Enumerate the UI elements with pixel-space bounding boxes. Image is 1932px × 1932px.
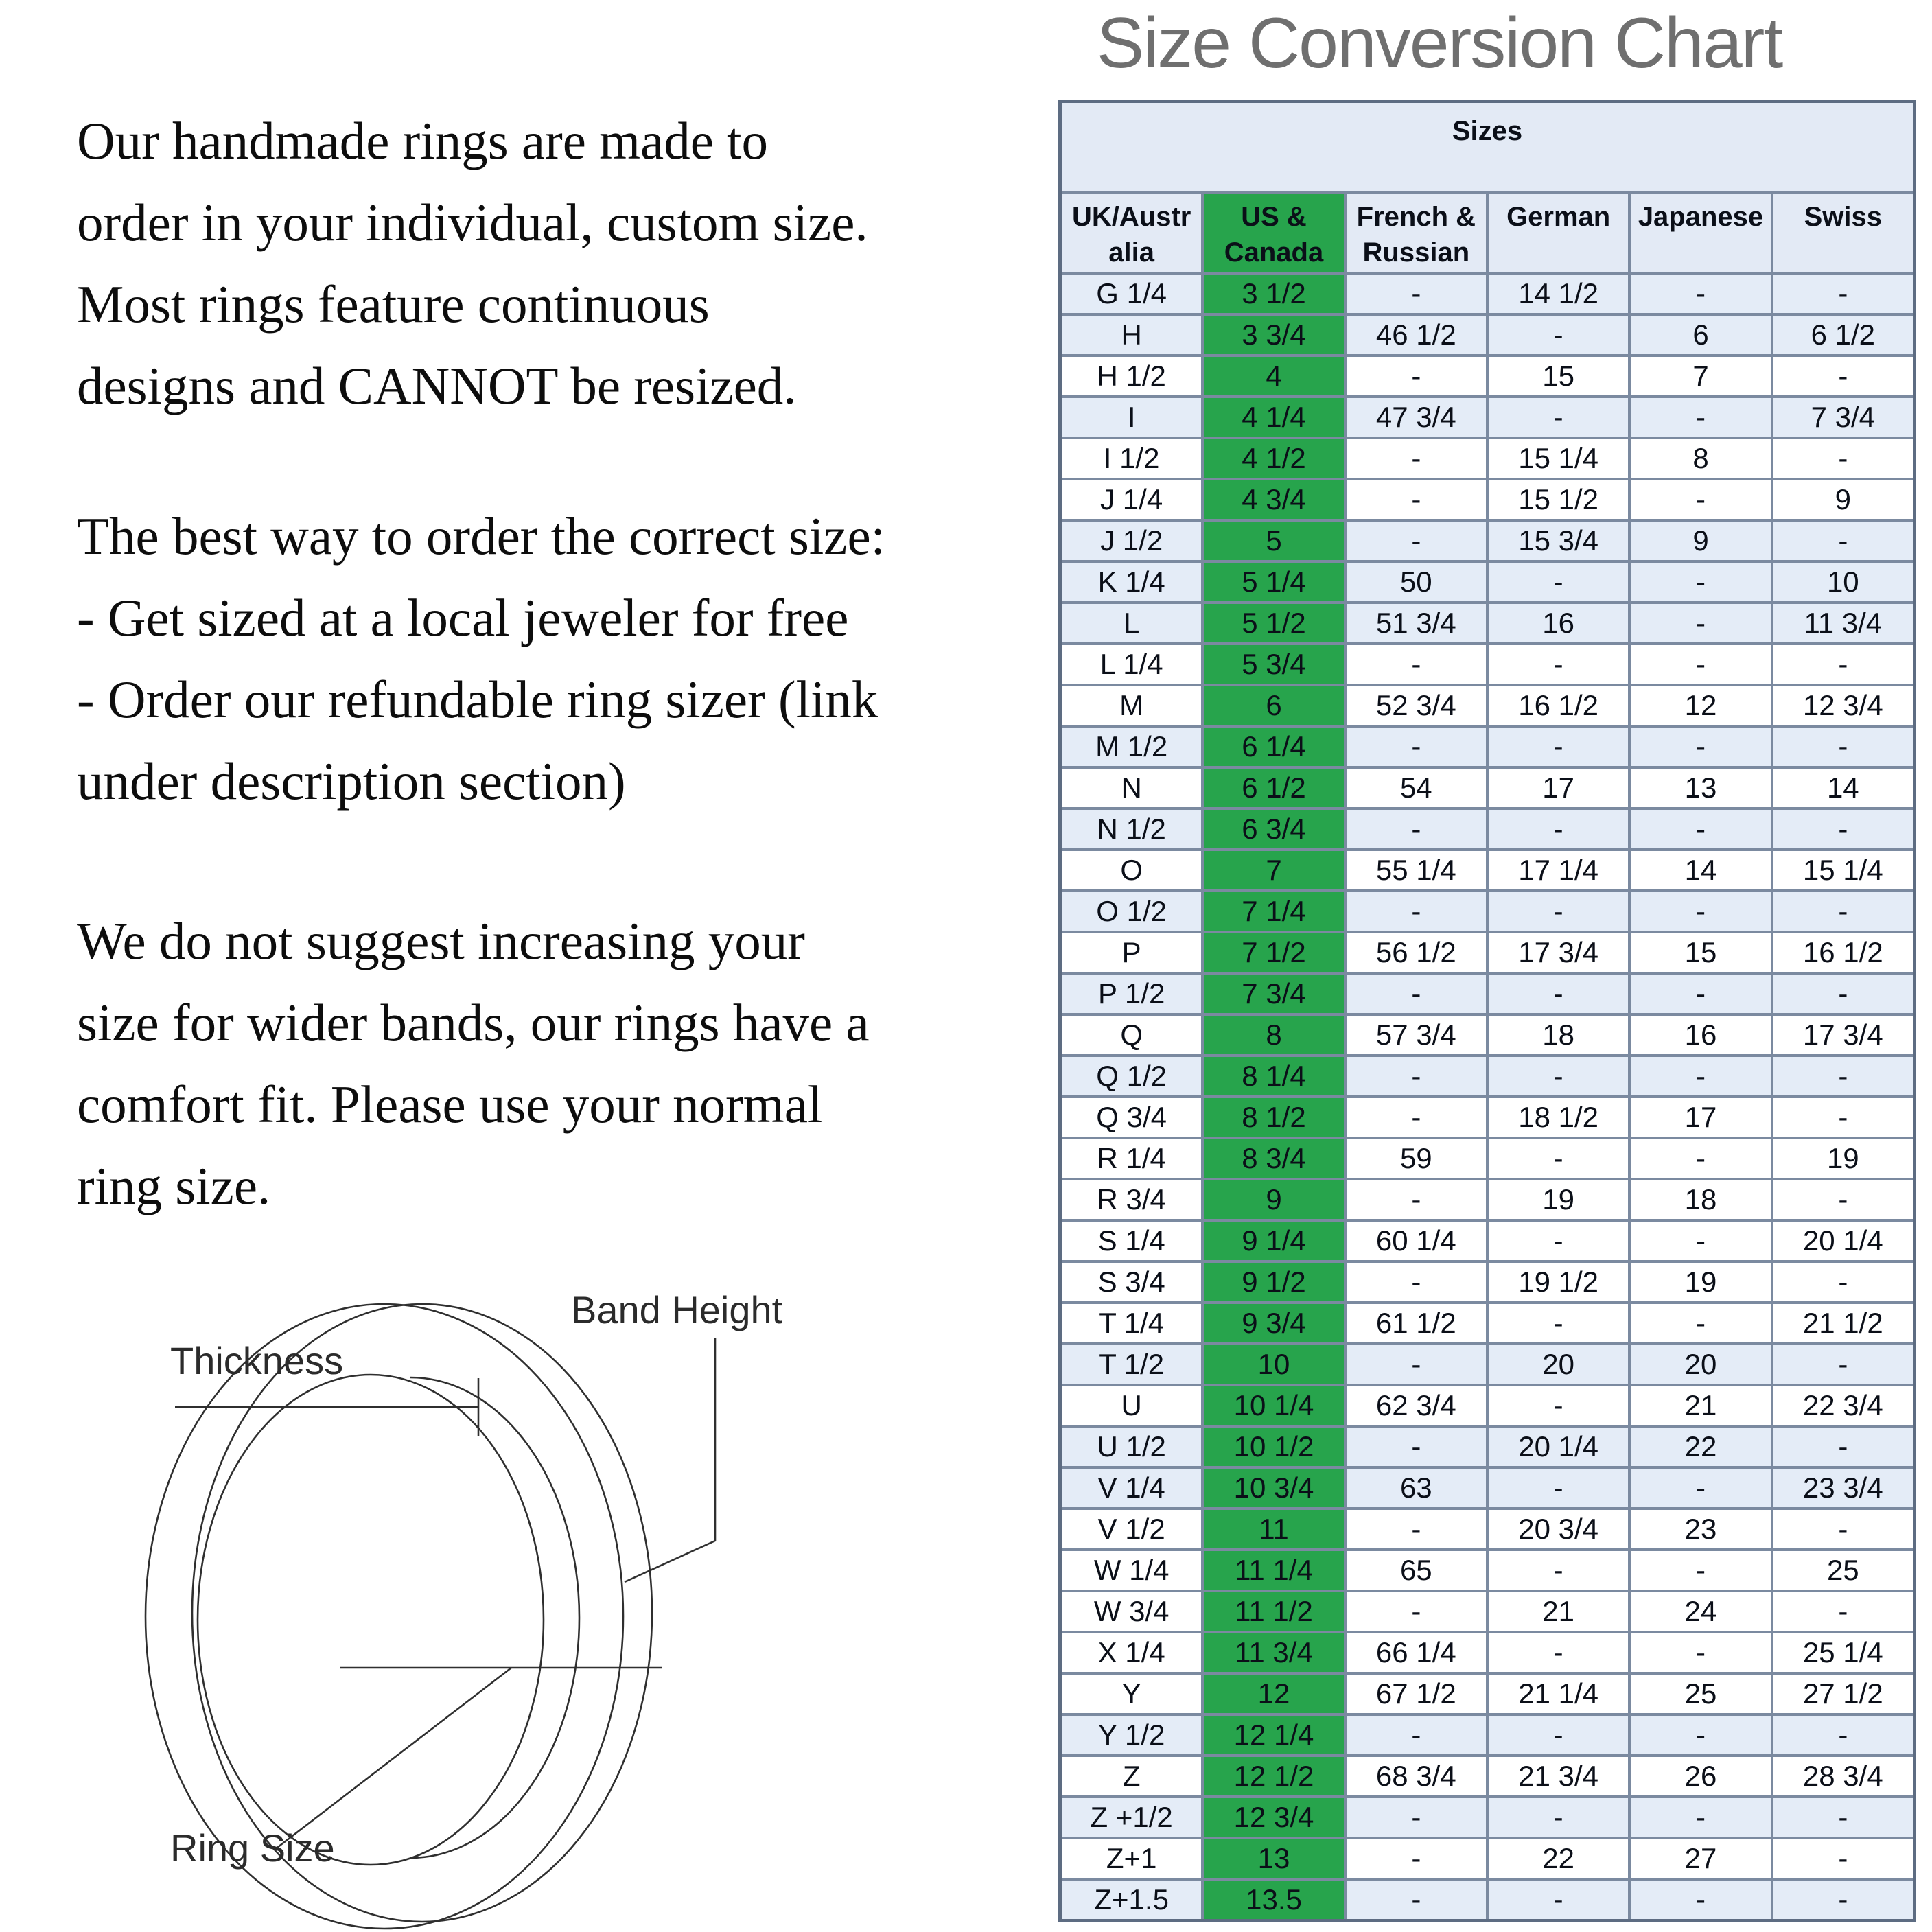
size-cell: -	[1631, 892, 1770, 931]
size-cell: 20	[1631, 1345, 1770, 1384]
size-cell: 8 1/2	[1204, 1098, 1343, 1137]
size-cell: 6	[1204, 686, 1343, 725]
size-cell: -	[1773, 645, 1913, 684]
size-cell: 17 3/4	[1773, 1016, 1913, 1054]
size-cell: -	[1347, 480, 1486, 519]
size-cell: 63	[1347, 1469, 1486, 1507]
size-cell: 21	[1631, 1386, 1770, 1425]
size-cell: 12	[1631, 686, 1770, 725]
size-cell: 6 1/2	[1773, 316, 1913, 354]
size-cell: 12	[1204, 1675, 1343, 1713]
size-cell: 20 3/4	[1489, 1510, 1628, 1548]
row-label: T 1/2	[1062, 1345, 1201, 1384]
size-cell: 15 1/4	[1489, 439, 1628, 478]
size-cell: -	[1631, 480, 1770, 519]
size-cell: -	[1631, 1633, 1770, 1672]
size-cell: -	[1489, 645, 1628, 684]
table-caption: Sizes	[1062, 103, 1913, 191]
size-cell: 8 1/4	[1204, 1057, 1343, 1095]
size-cell: 10 1/4	[1204, 1386, 1343, 1425]
size-cell: 9 1/4	[1204, 1222, 1343, 1260]
intro-line: designs and CANNOT be resized.	[77, 356, 797, 415]
size-cell: 56 1/2	[1347, 933, 1486, 972]
column-header-2	[1347, 194, 1486, 272]
size-cell: -	[1489, 398, 1628, 437]
size-cell: 7 3/4	[1204, 975, 1343, 1013]
size-cell: 57 3/4	[1347, 1016, 1486, 1054]
row-label: Q	[1062, 1016, 1201, 1054]
row-label: N 1/2	[1062, 810, 1201, 848]
size-cell: 52 3/4	[1347, 686, 1486, 725]
size-cell: -	[1773, 892, 1913, 931]
row-label: Q 1/2	[1062, 1057, 1201, 1095]
size-cell: 26	[1631, 1757, 1770, 1795]
size-cell: 16	[1631, 1016, 1770, 1054]
row-label: Q 3/4	[1062, 1098, 1201, 1137]
size-cell: 11 3/4	[1773, 604, 1913, 642]
row-label: P	[1062, 933, 1201, 972]
size-cell: -	[1773, 1057, 1913, 1095]
size-cell: 67 1/2	[1347, 1675, 1486, 1713]
size-cell: 11	[1204, 1510, 1343, 1548]
size-cell: 12 3/4	[1204, 1798, 1343, 1837]
size-cell: 6 1/4	[1204, 728, 1343, 766]
size-cell: -	[1631, 563, 1770, 601]
column-header-4	[1631, 194, 1770, 272]
size-cell: -	[1489, 728, 1628, 766]
size-cell: -	[1773, 1180, 1913, 1219]
row-label: L 1/4	[1062, 645, 1201, 684]
size-cell: 19	[1489, 1180, 1628, 1219]
size-cell: 16	[1489, 604, 1628, 642]
size-cell: 4 1/2	[1204, 439, 1343, 478]
column-header-line: UK/Austr	[1071, 202, 1191, 232]
size-cell: 55 1/4	[1347, 851, 1486, 889]
size-cell: 27	[1631, 1839, 1770, 1878]
size-cell: -	[1773, 1798, 1913, 1837]
size-cell: 21 1/4	[1489, 1675, 1628, 1713]
column-header-3	[1489, 194, 1628, 272]
row-label: H	[1062, 316, 1201, 354]
row-label: U	[1062, 1386, 1201, 1425]
size-cell: -	[1347, 1263, 1486, 1301]
intro-paragraph-3	[77, 900, 1093, 1227]
size-cell: 4 3/4	[1204, 480, 1343, 519]
size-cell: 11 3/4	[1204, 1633, 1343, 1672]
row-label: L	[1062, 604, 1201, 642]
size-cell: 11 1/2	[1204, 1592, 1343, 1631]
size-cell: 51 3/4	[1347, 604, 1486, 642]
size-cell: -	[1773, 728, 1913, 766]
size-cell: -	[1347, 1345, 1486, 1384]
size-cell: -	[1631, 728, 1770, 766]
intro-line: size for wider bands, our rings have a	[77, 993, 870, 1052]
column-header-0	[1062, 194, 1201, 272]
intro-line: ring size.	[77, 1156, 271, 1215]
column-header-5	[1773, 194, 1913, 272]
size-cell: 46 1/2	[1347, 316, 1486, 354]
size-cell: 24	[1631, 1592, 1770, 1631]
size-cell: 14	[1773, 769, 1913, 807]
size-cell: -	[1347, 1592, 1486, 1631]
row-label: R 3/4	[1062, 1180, 1201, 1219]
size-cell: 14	[1631, 851, 1770, 889]
row-label: G 1/4	[1062, 275, 1201, 313]
size-cell: 16 1/2	[1489, 686, 1628, 725]
size-cell: -	[1347, 522, 1486, 560]
size-cell: 9	[1204, 1180, 1343, 1219]
size-cell: 21 1/2	[1773, 1304, 1913, 1342]
row-label: O 1/2	[1062, 892, 1201, 931]
intro-line: Our handmade rings are made to	[77, 111, 769, 170]
intro-line: under description section)	[77, 752, 626, 811]
intro-paragraph-2	[77, 496, 1093, 822]
row-label: Z	[1062, 1757, 1201, 1795]
size-cell: -	[1631, 398, 1770, 437]
size-cell: 3 1/2	[1204, 275, 1343, 313]
intro-paragraph-1	[77, 100, 1093, 427]
page-title: Size Conversion Chart	[1096, 3, 1782, 83]
size-cell: -	[1347, 1098, 1486, 1137]
size-cell: 7	[1631, 357, 1770, 395]
intro-line: - Order our refundable ring sizer (link	[77, 670, 878, 729]
size-cell: 6 1/2	[1204, 769, 1343, 807]
row-label: X 1/4	[1062, 1633, 1201, 1672]
size-cell: 17	[1489, 769, 1628, 807]
row-label: J 1/2	[1062, 522, 1201, 560]
size-cell: -	[1347, 728, 1486, 766]
size-cell: -	[1347, 975, 1486, 1013]
row-label: H 1/2	[1062, 357, 1201, 395]
intro-line: order in your individual, custom size.	[77, 193, 868, 252]
size-cell: 61 1/2	[1347, 1304, 1486, 1342]
size-cell: -	[1489, 892, 1628, 931]
size-cell: 17	[1631, 1098, 1770, 1137]
row-label: Z+1.5	[1062, 1881, 1201, 1919]
size-cell: -	[1347, 357, 1486, 395]
size-cell: 9 1/2	[1204, 1263, 1343, 1301]
size-cell: 12 1/2	[1204, 1757, 1343, 1795]
size-cell: -	[1773, 1428, 1913, 1466]
size-cell: 15	[1631, 933, 1770, 972]
row-label: K 1/4	[1062, 563, 1201, 601]
size-cell: 21	[1489, 1592, 1628, 1631]
size-cell: 68 3/4	[1347, 1757, 1486, 1795]
size-cell: 8	[1204, 1016, 1343, 1054]
row-label: W 3/4	[1062, 1592, 1201, 1631]
size-cell: 60 1/4	[1347, 1222, 1486, 1260]
size-cell: -	[1347, 1428, 1486, 1466]
row-label: S 3/4	[1062, 1263, 1201, 1301]
size-cell: 10	[1204, 1345, 1343, 1384]
thickness-label: Thickness	[170, 1339, 344, 1382]
size-cell: 15 3/4	[1489, 522, 1628, 560]
size-cell: -	[1347, 1180, 1486, 1219]
ring-size-label: Ring Size	[170, 1826, 335, 1870]
size-cell: -	[1631, 1716, 1770, 1754]
row-label: W 1/4	[1062, 1551, 1201, 1590]
ring-size-leader-line	[275, 1668, 511, 1850]
size-cell: -	[1347, 1057, 1486, 1095]
size-cell: -	[1773, 1881, 1913, 1919]
intro-line: We do not suggest increasing your	[77, 911, 805, 970]
size-cell: 22 3/4	[1773, 1386, 1913, 1425]
size-cell: 20	[1489, 1345, 1628, 1384]
size-cell: -	[1347, 1881, 1486, 1919]
size-cell: 4	[1204, 357, 1343, 395]
size-cell: 17 3/4	[1489, 933, 1628, 972]
size-cell: -	[1773, 1098, 1913, 1137]
column-header-line: Japanese	[1638, 202, 1764, 232]
row-label: V 1/2	[1062, 1510, 1201, 1548]
size-cell: -	[1489, 1469, 1628, 1507]
intro-line: - Get sized at a local jeweler for free	[77, 588, 849, 647]
size-cell: 27 1/2	[1773, 1675, 1913, 1713]
size-cell: 18 1/2	[1489, 1098, 1628, 1137]
size-cell: 21 3/4	[1489, 1757, 1628, 1795]
size-cell: -	[1347, 275, 1486, 313]
size-cell: -	[1489, 563, 1628, 601]
size-cell: 7 1/2	[1204, 933, 1343, 972]
size-cell: 3 3/4	[1204, 316, 1343, 354]
row-label: Y	[1062, 1675, 1201, 1713]
size-cell: 7 3/4	[1773, 398, 1913, 437]
size-cell: -	[1489, 1881, 1628, 1919]
size-cell: 65	[1347, 1551, 1486, 1590]
size-cell: 54	[1347, 769, 1486, 807]
size-cell: -	[1489, 1222, 1628, 1260]
column-header-line: US &	[1241, 202, 1307, 232]
size-cell: 25	[1773, 1551, 1913, 1590]
size-cell: -	[1773, 975, 1913, 1013]
size-cell: -	[1631, 1304, 1770, 1342]
size-cell: 5 3/4	[1204, 645, 1343, 684]
row-label: T 1/4	[1062, 1304, 1201, 1342]
ring-diagram-drawing	[62, 1270, 1064, 1932]
row-label: U 1/2	[1062, 1428, 1201, 1466]
ring-diagram	[62, 1270, 1064, 1932]
size-cell: -	[1773, 1263, 1913, 1301]
size-cell: -	[1489, 1386, 1628, 1425]
size-cell: -	[1773, 439, 1913, 478]
size-cell: -	[1773, 810, 1913, 848]
size-cell: -	[1631, 1222, 1770, 1260]
size-cell: 5 1/2	[1204, 604, 1343, 642]
row-label: Z+1	[1062, 1839, 1201, 1878]
band-height-leader-diagonal	[625, 1541, 715, 1582]
size-cell: -	[1489, 1139, 1628, 1178]
size-cell: -	[1631, 604, 1770, 642]
size-cell: -	[1773, 275, 1913, 313]
size-cell: -	[1773, 1345, 1913, 1384]
size-cell: 12 3/4	[1773, 686, 1913, 725]
size-cell: -	[1631, 810, 1770, 848]
size-cell: -	[1347, 892, 1486, 931]
size-cell: 19	[1773, 1139, 1913, 1178]
size-cell: -	[1631, 1881, 1770, 1919]
size-cell: -	[1631, 1798, 1770, 1837]
column-header-line: German	[1506, 202, 1611, 232]
size-cell: -	[1773, 357, 1913, 395]
size-cell: -	[1631, 1469, 1770, 1507]
size-cell: -	[1347, 1839, 1486, 1878]
size-cell: -	[1347, 810, 1486, 848]
size-cell: -	[1631, 1551, 1770, 1590]
band-height-label: Band Height	[571, 1288, 783, 1331]
size-cell: 50	[1347, 563, 1486, 601]
size-cell: 18	[1489, 1016, 1628, 1054]
size-cell: 16 1/2	[1773, 933, 1913, 972]
size-cell: 22	[1631, 1428, 1770, 1466]
column-header-line: alia	[1108, 237, 1155, 268]
row-label: V 1/4	[1062, 1469, 1201, 1507]
size-cell: 7 1/4	[1204, 892, 1343, 931]
size-cell: -	[1347, 439, 1486, 478]
size-cell: -	[1347, 1510, 1486, 1548]
row-label: R 1/4	[1062, 1139, 1201, 1178]
size-cell: 15 1/4	[1773, 851, 1913, 889]
size-cell: -	[1631, 1057, 1770, 1095]
size-cell: 9 3/4	[1204, 1304, 1343, 1342]
size-table	[1058, 100, 1916, 1922]
size-cell: 25 1/4	[1773, 1633, 1913, 1672]
size-cell: 59	[1347, 1139, 1486, 1178]
size-cell: 10 3/4	[1204, 1469, 1343, 1507]
size-cell: 10	[1773, 563, 1913, 601]
row-label: P 1/2	[1062, 975, 1201, 1013]
size-cell: -	[1489, 1551, 1628, 1590]
row-label: S 1/4	[1062, 1222, 1201, 1260]
size-cell: 11 1/4	[1204, 1551, 1343, 1590]
size-cell: 6 3/4	[1204, 810, 1343, 848]
size-cell: -	[1631, 645, 1770, 684]
size-cell: 7	[1204, 851, 1343, 889]
size-cell: -	[1489, 1716, 1628, 1754]
row-label: N	[1062, 769, 1201, 807]
size-cell: 18	[1631, 1180, 1770, 1219]
row-label: I 1/2	[1062, 439, 1201, 478]
ring-inner-front-ellipse	[198, 1375, 544, 1865]
size-cell: 15	[1489, 357, 1628, 395]
size-cell: 12 1/4	[1204, 1716, 1343, 1754]
size-cell: -	[1347, 1798, 1486, 1837]
row-label: J 1/4	[1062, 480, 1201, 519]
column-header-line: Canada	[1224, 237, 1324, 268]
size-cell: 62 3/4	[1347, 1386, 1486, 1425]
size-cell: 47 3/4	[1347, 398, 1486, 437]
size-cell: 6	[1631, 316, 1770, 354]
size-cell: 17 1/4	[1489, 851, 1628, 889]
size-cell: 23 3/4	[1773, 1469, 1913, 1507]
size-cell: 8 3/4	[1204, 1139, 1343, 1178]
size-cell: 10 1/2	[1204, 1428, 1343, 1466]
intro-line: Most rings feature continuous	[77, 275, 710, 334]
size-cell: -	[1489, 810, 1628, 848]
size-cell: 19 1/2	[1489, 1263, 1628, 1301]
size-cell: -	[1489, 1304, 1628, 1342]
size-cell: 14 1/2	[1489, 275, 1628, 313]
size-cell: 15 1/2	[1489, 480, 1628, 519]
size-cell: 23	[1631, 1510, 1770, 1548]
column-header-line: French &	[1356, 202, 1476, 232]
size-cell: 4 1/4	[1204, 398, 1343, 437]
size-cell: -	[1631, 975, 1770, 1013]
size-cell: 5	[1204, 522, 1343, 560]
intro-line: comfort fit. Please use your normal	[77, 1075, 823, 1134]
size-cell: 9	[1631, 522, 1770, 560]
size-cell: 19	[1631, 1263, 1770, 1301]
size-cell: -	[1773, 1510, 1913, 1548]
row-label: Z +1/2	[1062, 1798, 1201, 1837]
column-header-1	[1204, 194, 1343, 272]
size-cell: 66 1/4	[1347, 1633, 1486, 1672]
size-cell: -	[1489, 1057, 1628, 1095]
row-label: Y 1/2	[1062, 1716, 1201, 1754]
size-cell: 8	[1631, 439, 1770, 478]
row-label: M	[1062, 686, 1201, 725]
size-cell: -	[1773, 1839, 1913, 1878]
size-cell: -	[1347, 1716, 1486, 1754]
size-cell: -	[1773, 522, 1913, 560]
size-cell: 13	[1204, 1839, 1343, 1878]
size-cell: 28 3/4	[1773, 1757, 1913, 1795]
size-cell: -	[1489, 1633, 1628, 1672]
size-cell: -	[1489, 975, 1628, 1013]
size-cell: -	[1489, 1798, 1628, 1837]
size-cell: 20 1/4	[1773, 1222, 1913, 1260]
size-cell: 13	[1631, 769, 1770, 807]
size-cell: -	[1489, 316, 1628, 354]
row-label: O	[1062, 851, 1201, 889]
size-cell: -	[1773, 1716, 1913, 1754]
size-cell: -	[1631, 1139, 1770, 1178]
size-cell: -	[1347, 645, 1486, 684]
intro-line: The best way to order the correct size:	[77, 507, 886, 566]
size-cell: 5 1/4	[1204, 563, 1343, 601]
size-cell: -	[1773, 1592, 1913, 1631]
size-cell: 9	[1773, 480, 1913, 519]
size-cell: 20 1/4	[1489, 1428, 1628, 1466]
size-cell: 25	[1631, 1675, 1770, 1713]
column-header-line: Swiss	[1804, 202, 1883, 232]
size-cell: 22	[1489, 1839, 1628, 1878]
size-cell: 13.5	[1204, 1881, 1343, 1919]
column-header-line: Russian	[1362, 237, 1470, 268]
row-label: I	[1062, 398, 1201, 437]
size-cell: -	[1631, 275, 1770, 313]
row-label: M 1/2	[1062, 728, 1201, 766]
